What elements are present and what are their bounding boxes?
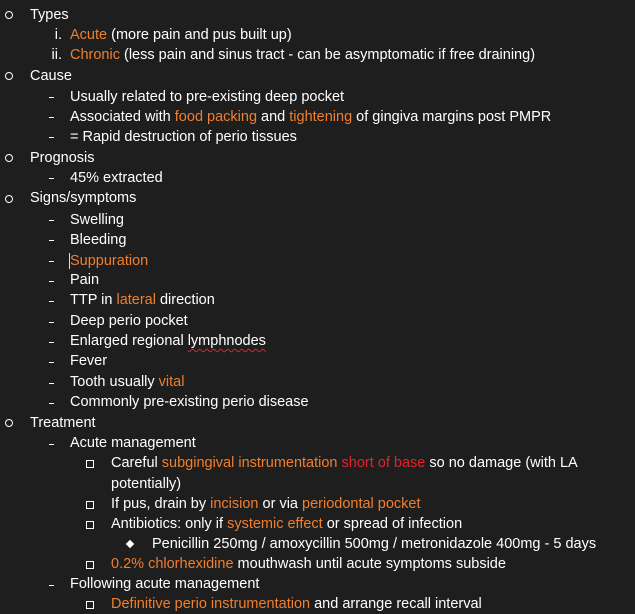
- heading-signs: Signs/symptoms: [30, 190, 137, 206]
- roman-numeral: ii.: [51, 47, 62, 63]
- list-item: [70, 290, 215, 310]
- dash-bullet-icon: [49, 240, 54, 241]
- text: direction: [155, 292, 215, 308]
- text: Tooth usually: [70, 374, 159, 390]
- list-item: Usually related to pre-existing deep pocket: [70, 89, 345, 105]
- circle-bullet-icon: [5, 72, 13, 80]
- highlight: 0.2% chlorhexidine: [111, 556, 234, 572]
- highlight: tightening: [289, 109, 353, 125]
- dash-bullet-icon: [49, 362, 54, 363]
- dash-bullet-icon: [49, 383, 54, 384]
- text: TTP in: [70, 292, 117, 308]
- square-bullet-icon: [86, 501, 94, 509]
- term-chronic: Chronic: [70, 47, 120, 63]
- list-item: [70, 372, 184, 392]
- text: Careful: [111, 455, 162, 471]
- list-item: [111, 514, 462, 534]
- highlight: subgingival instrumentation: [161, 455, 338, 471]
- desc: (more pain and pus built up): [107, 27, 292, 43]
- list-item: Bleeding: [70, 232, 127, 248]
- dash-bullet-icon: [49, 322, 54, 323]
- dash-bullet-icon: [49, 301, 54, 302]
- list-item-continued: potentially): [111, 476, 182, 492]
- dash-bullet-icon: [49, 117, 54, 118]
- highlight-red: short of base: [337, 455, 426, 471]
- circle-bullet-icon: [5, 11, 13, 19]
- dash-bullet-icon: [49, 220, 54, 221]
- text: Enlarged regional: [70, 333, 188, 349]
- desc: (less pain and sinus tract - can be asymptomatic if free draining): [119, 47, 536, 63]
- dash-bullet-icon: [49, 178, 54, 179]
- heading-treatment: Treatment: [30, 415, 96, 431]
- text: If pus, drain by: [111, 496, 211, 512]
- heading-types: Types: [30, 7, 69, 23]
- text: and: [257, 109, 290, 125]
- term-acute: Acute: [70, 27, 108, 43]
- highlight: systemic effect: [227, 516, 323, 532]
- list-item: [70, 107, 551, 127]
- dash-bullet-icon: [49, 97, 54, 98]
- text: or via: [258, 496, 303, 512]
- list-item: Pain: [70, 272, 100, 288]
- highlight: incision: [210, 496, 259, 512]
- dash-bullet-icon: [49, 137, 54, 138]
- list-item: [111, 453, 578, 473]
- diamond-bullet-icon: [126, 540, 134, 548]
- highlight: vital: [158, 374, 185, 390]
- square-bullet-icon: [86, 521, 94, 529]
- list-item: Penicillin 250mg / amoxycillin 500mg / metronidazole 400mg - 5 days: [152, 536, 597, 552]
- list-item: Deep perio pocket: [70, 313, 188, 329]
- highlight: lateral: [116, 292, 156, 308]
- list-item: Following acute management: [70, 576, 260, 592]
- text: so no damage (with LA: [425, 455, 578, 471]
- dash-bullet-icon: [49, 585, 54, 586]
- list-item: Swelling: [70, 212, 124, 228]
- dash-bullet-icon: [49, 261, 54, 262]
- list-item: 45% extracted: [70, 170, 163, 186]
- square-bullet-icon: [86, 460, 94, 468]
- heading-prognosis: Prognosis: [30, 150, 95, 166]
- list-item: = Rapid destruction of perio tissues: [70, 129, 297, 145]
- list-item-acute: [70, 25, 292, 45]
- list-item: [69, 251, 148, 271]
- square-bullet-icon: [86, 601, 94, 609]
- square-bullet-icon: [86, 561, 94, 569]
- circle-bullet-icon: [5, 195, 13, 203]
- circle-bullet-icon: [5, 419, 13, 427]
- list-item: [111, 594, 482, 614]
- list-item: [111, 494, 421, 514]
- list-item: Acute management: [70, 435, 196, 451]
- highlight: Suppuration: [70, 253, 149, 269]
- dash-bullet-icon: [49, 342, 54, 343]
- dash-bullet-icon: [49, 281, 54, 282]
- text: of gingiva margins post PMPR: [352, 109, 552, 125]
- dash-bullet-icon: [49, 403, 54, 404]
- misspelled-word: lymphnodes: [187, 333, 266, 349]
- text: or spread of infection: [322, 516, 463, 532]
- list-item: Commonly pre-existing perio disease: [70, 394, 309, 410]
- highlight: periodontal pocket: [302, 496, 421, 512]
- list-item: Fever: [70, 353, 108, 369]
- highlight: food packing: [174, 109, 258, 125]
- text: Associated with: [70, 109, 175, 125]
- highlight: Definitive perio instrumentation: [111, 596, 311, 612]
- list-item: [111, 554, 506, 574]
- text: and arrange recall interval: [310, 596, 482, 612]
- roman-numeral: i.: [54, 27, 62, 43]
- heading-cause: Cause: [30, 68, 72, 84]
- list-item: [70, 331, 266, 351]
- circle-bullet-icon: [5, 154, 13, 162]
- text: Antibiotics: only if: [111, 516, 228, 532]
- list-item-chronic: [70, 45, 535, 65]
- dash-bullet-icon: [49, 444, 54, 445]
- text: mouthwash until acute symptoms subside: [233, 556, 506, 572]
